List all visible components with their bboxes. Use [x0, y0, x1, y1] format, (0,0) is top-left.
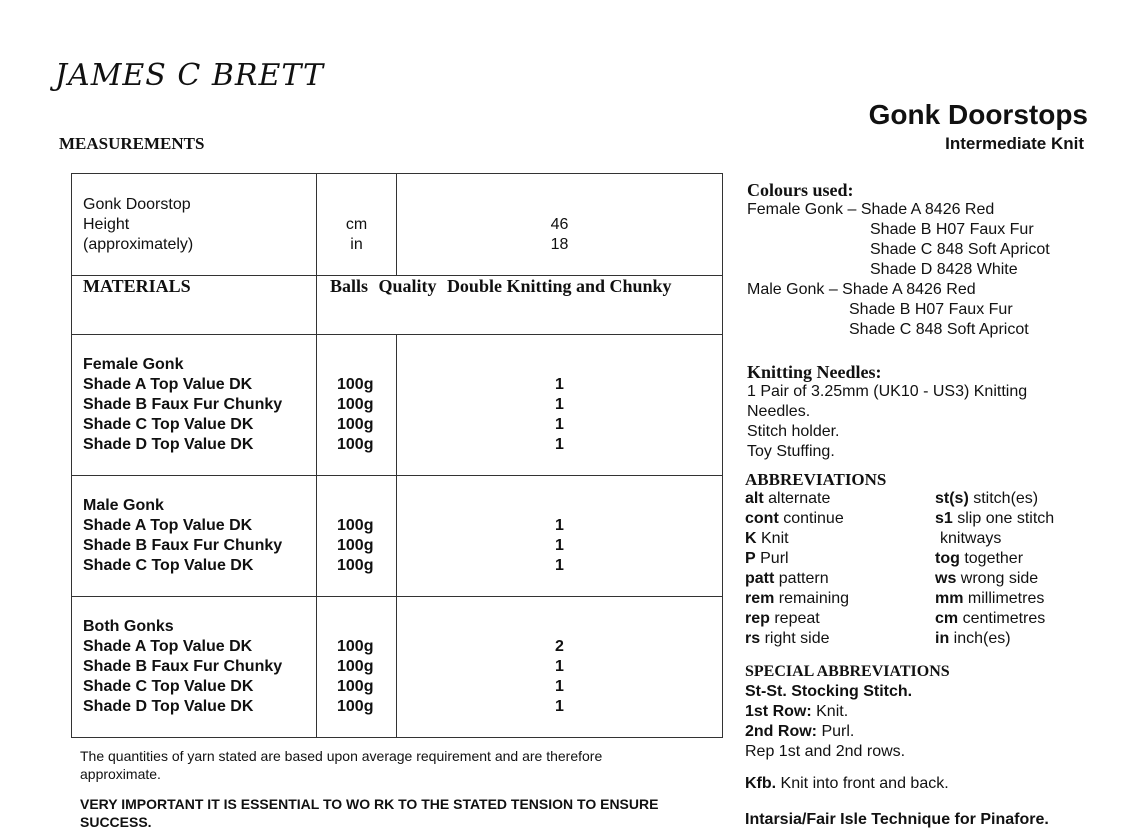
material-item: Shade B Faux Fur Chunky: [83, 658, 283, 675]
special-abbreviations-section: [745, 662, 1049, 830]
quantities-note: The quantities of yarn stated are based upon average requirement and are therefore approximate.: [80, 748, 603, 782]
row1-def: 1st Row: Knit.: [745, 703, 849, 720]
material-qty: 1: [555, 436, 564, 453]
colour-line: Shade D 8428 White: [870, 261, 1018, 278]
needles-line: 1 Pair of 3.25mm (UK10 - US3) Knitting: [747, 383, 1028, 400]
material-item: Shade C Top Value DK: [83, 416, 254, 433]
abbreviation-entry: rs right side: [745, 630, 830, 647]
material-weight: 100g: [337, 416, 374, 433]
tension-warning: VERY IMPORTANT IT IS ESSENTIAL TO WO RK TO THE STATED TENSION TO ENSURE SUCCESS.: [80, 796, 659, 830]
abbreviation-entry: tog together: [935, 550, 1024, 567]
abbreviations-right-column: [935, 489, 1054, 649]
material-weight: 100g: [337, 698, 374, 715]
abbreviation-entry: patt pattern: [745, 570, 829, 587]
repeat-def: Rep 1st and 2nd rows.: [745, 743, 906, 760]
needles-section: [747, 362, 1027, 462]
material-qty: 1: [555, 376, 564, 393]
needles-heading: Knitting Needles:: [747, 362, 882, 382]
material-item: Shade D Top Value DK: [83, 436, 254, 453]
abbreviation-entry: ws wrong side: [935, 570, 1039, 587]
needles-line: Stitch holder.: [747, 423, 840, 440]
materials-table: [71, 173, 723, 738]
colours-section: [747, 180, 1050, 340]
material-weight: 100g: [337, 557, 374, 574]
colour-line: Shade C 848 Soft Apricot: [849, 321, 1029, 338]
size-row: [72, 174, 723, 276]
abbreviation-entry: in inch(es): [935, 630, 1011, 647]
material-weight: 100g: [337, 436, 374, 453]
material-weight: 100g: [337, 537, 374, 554]
measurements-heading: MEASUREMENTS: [59, 134, 205, 153]
size-label-line: Height: [83, 216, 130, 233]
material-weight: 100g: [337, 658, 374, 675]
abbreviation-entry: mm millimetres: [935, 590, 1045, 607]
abbreviation-entry: s1 slip one stitch: [935, 510, 1055, 527]
yarn-header: Double Knitting and Chunky: [446, 276, 672, 296]
abbreviations-left-column: [745, 489, 849, 649]
material-weight: 100g: [337, 638, 374, 655]
material-item: Shade C Top Value DK: [83, 557, 254, 574]
abbreviation-entry: alt alternate: [745, 490, 831, 507]
height-cm-value: 46: [550, 216, 569, 233]
material-qty: 1: [555, 396, 564, 413]
section-name: Male Gonk: [83, 497, 164, 514]
section-name: Both Gonks: [83, 618, 174, 635]
material-qty: 1: [555, 678, 564, 695]
materials-header-row: [72, 276, 723, 335]
needles-line: Needles.: [747, 403, 811, 420]
height-in-value: 18: [550, 236, 569, 253]
abbreviation-entry: cm centimetres: [935, 610, 1046, 627]
material-item: Shade A Top Value DK: [83, 638, 253, 655]
material-qty: 1: [555, 658, 564, 675]
material-item: Shade A Top Value DK: [83, 517, 253, 534]
abbreviation-entry: cont continue: [745, 510, 844, 527]
both-gonks-section: [72, 597, 723, 738]
kfb-def: Kfb. Knit into front and back.: [745, 775, 949, 792]
material-qty: 1: [555, 416, 564, 433]
intarsia-heading: Intarsia/Fair Isle Technique for Pinafore.: [745, 811, 1049, 828]
abbreviation-entry: knitways: [940, 530, 1002, 547]
abbreviation-entry: rem remaining: [745, 590, 850, 607]
balls-header: Balls: [330, 276, 369, 296]
unit-in: in: [350, 236, 363, 253]
abbreviation-entry: st(s) stitch(es): [935, 490, 1039, 507]
material-qty: 1: [555, 557, 564, 574]
material-qty: 1: [555, 517, 564, 534]
pattern-level: Intermediate Knit: [945, 134, 1084, 153]
colour-line: Shade C 848 Soft Apricot: [870, 241, 1050, 258]
material-qty: 2: [555, 638, 564, 655]
unit-cm: cm: [345, 216, 368, 233]
material-weight: 100g: [337, 517, 374, 534]
materials-header: MATERIALS: [83, 276, 191, 296]
colours-heading: Colours used:: [747, 180, 854, 200]
stocking-stitch-def: St-St. Stocking Stitch.: [745, 683, 913, 700]
section-name: Female Gonk: [83, 356, 184, 373]
material-weight: 100g: [337, 396, 374, 413]
quality-header: Quality: [378, 276, 437, 296]
female-gonk-section: [72, 335, 723, 476]
needles-line: Toy Stuffing.: [747, 443, 835, 460]
size-label-line: (approximately): [83, 236, 194, 253]
material-qty: 1: [555, 537, 564, 554]
material-item: Shade C Top Value DK: [83, 678, 254, 695]
abbreviation-entry: rep repeat: [745, 610, 820, 627]
abbreviations-heading: ABBREVIATIONS: [745, 470, 887, 489]
brand-logo: JAMES C BRETT: [55, 58, 324, 93]
material-weight: 100g: [337, 376, 374, 393]
material-item: Shade B Faux Fur Chunky: [83, 396, 283, 413]
colour-line: Shade B H07 Faux Fur: [849, 301, 1013, 318]
abbreviation-entry: K Knit: [745, 530, 789, 547]
abbreviation-entry: P Purl: [745, 550, 789, 567]
material-weight: 100g: [337, 678, 374, 695]
special-abbreviations-heading: SPECIAL ABBREVIATIONS: [745, 663, 950, 680]
material-item: Shade D Top Value DK: [83, 698, 254, 715]
colour-line: Male Gonk – Shade A 8426 Red: [747, 281, 976, 298]
material-item: Shade B Faux Fur Chunky: [83, 537, 283, 554]
pattern-title: Gonk Doorstops: [868, 99, 1088, 130]
colour-line: Shade B H07 Faux Fur: [870, 221, 1034, 238]
size-label-line: Gonk Doorstop: [83, 196, 191, 213]
material-qty: 1: [555, 698, 564, 715]
material-item: Shade A Top Value DK: [83, 376, 253, 393]
row2-def: 2nd Row: Purl.: [745, 723, 855, 740]
male-gonk-section: [72, 476, 723, 597]
colour-line: Female Gonk – Shade A 8426 Red: [747, 201, 995, 218]
